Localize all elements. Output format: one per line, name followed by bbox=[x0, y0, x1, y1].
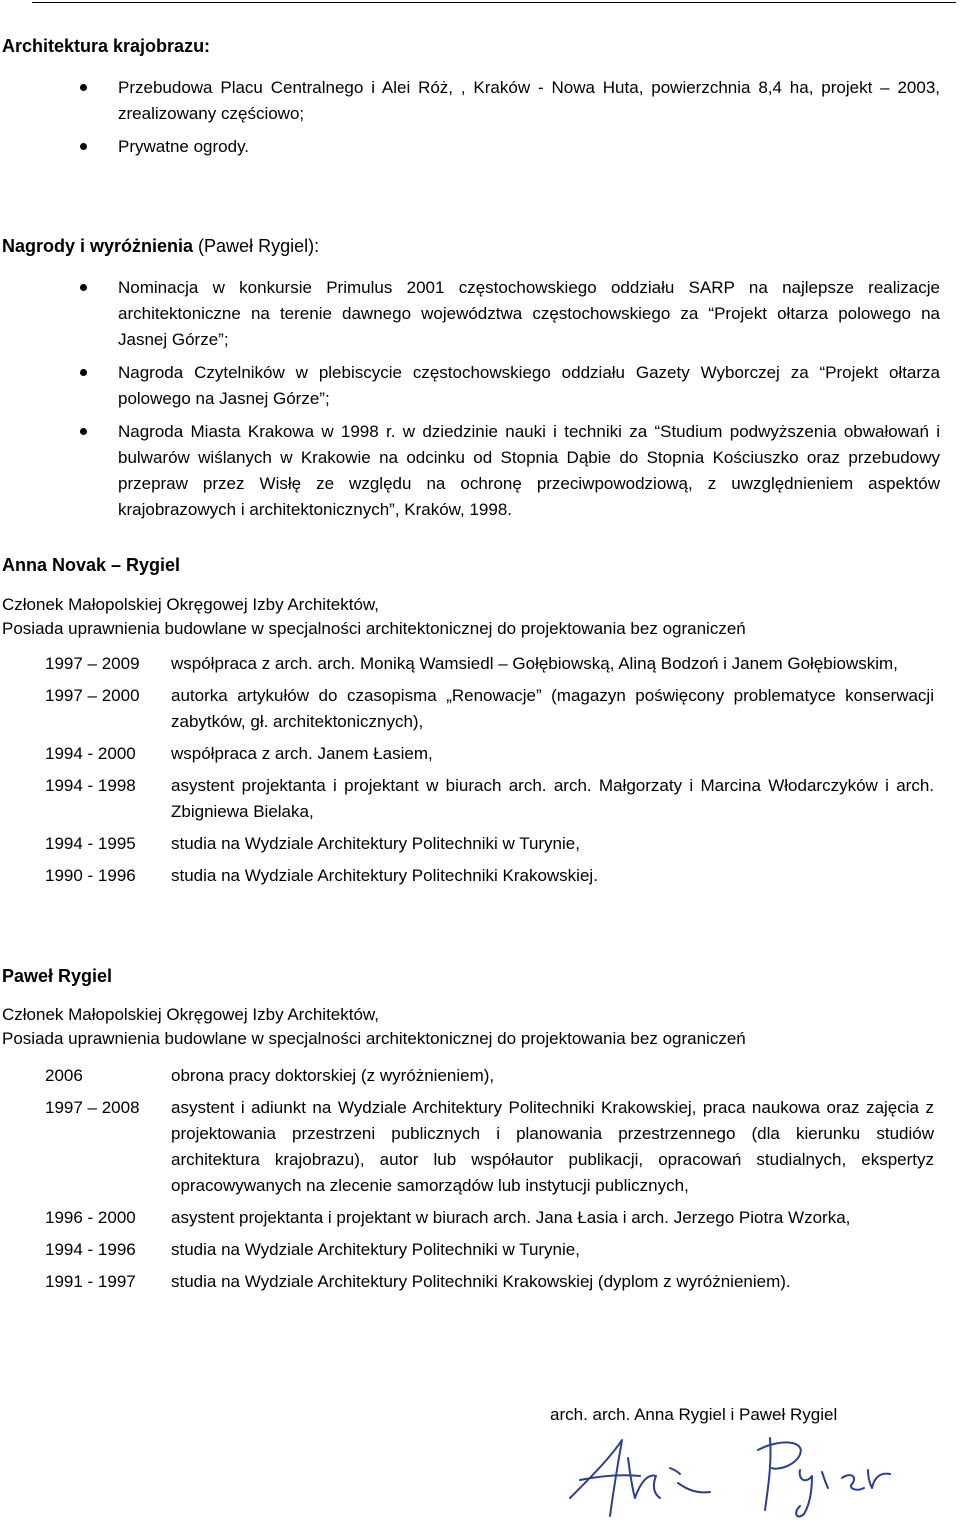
timeline-row bbox=[0, 1095, 960, 1199]
bullet-icon bbox=[80, 369, 87, 376]
section-heading-awards bbox=[2, 236, 319, 257]
timeline-row bbox=[0, 741, 960, 767]
bullet-icon bbox=[80, 143, 87, 150]
bullet-icon bbox=[80, 84, 87, 91]
top-rule bbox=[32, 2, 956, 3]
timeline-row bbox=[0, 1237, 960, 1263]
awards-list bbox=[0, 275, 960, 523]
timeline-row bbox=[0, 831, 960, 857]
timeline-text: asystent i adiunkt na Wydziale Architektury Politechniki Krakowskiej, praca naukowa oraz zajęcia z projektowania przestrzeni publicznych i planowania przestrzennego (dla kierunku studiów architektura krajobrazu), autor lub współautor publikacji, opracowań studialnych, ekspertyz opracowywanych na zlecenie samorządów lub instytucji publicznych, bbox=[171, 1098, 934, 1195]
list-item-text: Nominacja w konkursie Primulus 2001 częstochowskiego oddziału SARP na najlepsze realizacje architektoniczne na terenie dawnego województwa częstochowskiego za “Projekt ołtarza polowego na Jasnej Górze”; bbox=[118, 278, 940, 349]
anna-license: Posiada uprawnienia budowlane w specjalności architektonicznej do projektowania bez ograniczeń bbox=[2, 619, 746, 638]
timeline-years: 1991 - 1997 bbox=[45, 1272, 136, 1291]
anna-membership: Członek Małopolskiej Okręgowej Izby Architektów, bbox=[2, 595, 379, 614]
timeline-years: 1997 – 2000 bbox=[45, 686, 140, 705]
timeline-years: 1994 - 1998 bbox=[45, 776, 136, 795]
pawel-license: Posiada uprawnienia budowlane w specjalności architektonicznej do projektowania bez ograniczeń bbox=[2, 1029, 746, 1048]
timeline-text: studia na Wydziale Architektury Politechniki Krakowskiej. bbox=[171, 866, 598, 885]
timeline-text: obrona pracy doktorskiej (z wyróżnieniem), bbox=[171, 1066, 495, 1085]
landscape-list bbox=[0, 75, 960, 160]
timeline-text: studia na Wydziale Architektury Politechniki Krakowskiej (dyplom z wyróżnieniem). bbox=[171, 1272, 791, 1291]
timeline-text: współpraca z arch. arch. Moniką Wamsiedl – Gołębiowską, Aliną Bodzoń i Janem Gołębiowskim, bbox=[171, 654, 898, 673]
list-item-text: Prywatne ogrody. bbox=[118, 137, 250, 156]
timeline-row bbox=[0, 1063, 960, 1089]
list-item-text: Przebudowa Placu Centralnego i Alei Róż, , Kraków - Nowa Huta, powierzchnia 8,4 ha, projekt – 2003, zrealizowany częściowo; bbox=[118, 78, 940, 123]
awards-heading-rest: (Paweł Rygiel): bbox=[193, 236, 320, 256]
timeline-text: asystent projektanta i projektant w biurach arch. arch. Małgorzaty i Marcina Włodarczyków i arch. Zbigniewa Bielaka, bbox=[171, 776, 934, 821]
timeline-row bbox=[0, 651, 960, 677]
timeline-row bbox=[0, 773, 960, 825]
timeline-text: autorka artykułów do czasopisma „Renowacje” (magazyn poświęcony problematyce konserwacji zabytków, gł. architektonicznych), bbox=[171, 686, 934, 731]
timeline-years: 1994 - 1995 bbox=[45, 834, 136, 853]
timeline-text: asystent projektanta i projektant w biurach arch. Jana Łasia i arch. Jerzego Piotra Wzorka, bbox=[171, 1208, 851, 1227]
bullet-icon bbox=[80, 428, 87, 435]
list-item bbox=[0, 134, 960, 160]
timeline-years: 2006 bbox=[45, 1066, 83, 1085]
section-heading-landscape: Architektura krajobrazu: bbox=[2, 36, 211, 56]
timeline-years: 1996 - 2000 bbox=[45, 1208, 136, 1227]
timeline-years: 1994 - 1996 bbox=[45, 1240, 136, 1259]
timeline-text: studia na Wydziale Architektury Politechniki w Turynie, bbox=[171, 834, 580, 853]
list-item bbox=[0, 419, 960, 523]
timeline-years: 1990 - 1996 bbox=[45, 866, 136, 885]
timeline-text: studia na Wydziale Architektury Politechniki w Turynie, bbox=[171, 1240, 580, 1259]
pawel-timeline bbox=[0, 1063, 960, 1295]
bullet-icon bbox=[80, 284, 87, 291]
timeline-years: 1997 – 2009 bbox=[45, 654, 140, 673]
timeline-row bbox=[0, 1205, 960, 1231]
timeline-row bbox=[0, 683, 960, 735]
timeline-row bbox=[0, 1269, 960, 1295]
awards-heading-bold: Nagrody i wyróżnienia bbox=[2, 236, 194, 256]
anna-timeline bbox=[0, 651, 960, 889]
person-name-pawel: Paweł Rygiel bbox=[2, 966, 113, 986]
person-name-anna: Anna Novak – Rygiel bbox=[2, 555, 181, 575]
pawel-membership: Członek Małopolskiej Okręgowej Izby Architektów, bbox=[2, 1005, 379, 1024]
timeline-row bbox=[0, 863, 960, 889]
handwritten-signature bbox=[560, 1428, 900, 1523]
list-item-text: Nagroda Czytelników w plebiscycie częstochowskiego oddziału Gazety Wyborczej za “Projekt ołtarza polowego na Jasnej Górze”; bbox=[118, 363, 940, 408]
list-item bbox=[0, 360, 960, 412]
signature-text: arch. arch. Anna Rygiel i Paweł Rygiel bbox=[550, 1405, 838, 1424]
timeline-years: 1997 – 2008 bbox=[45, 1098, 140, 1117]
timeline-text: współpraca z arch. Janem Łasiem, bbox=[171, 744, 433, 763]
list-item bbox=[0, 275, 960, 353]
timeline-years: 1994 - 2000 bbox=[45, 744, 136, 763]
list-item-text: Nagroda Miasta Krakowa w 1998 r. w dziedzinie nauki i techniki za “Studium podwyższenia obwałowań i bulwarów wiślanych w Krakowie na odcinku od Stopnia Dąbie do Stopnia Kościuszko oraz przebudowy przepraw przez Wisłę ze względu na ochronę przeciwpowodziową, z uwzględnieniem aspektów krajobrazowych i architektonicznych”, Kraków, 1998. bbox=[118, 422, 940, 519]
list-item bbox=[0, 75, 960, 127]
